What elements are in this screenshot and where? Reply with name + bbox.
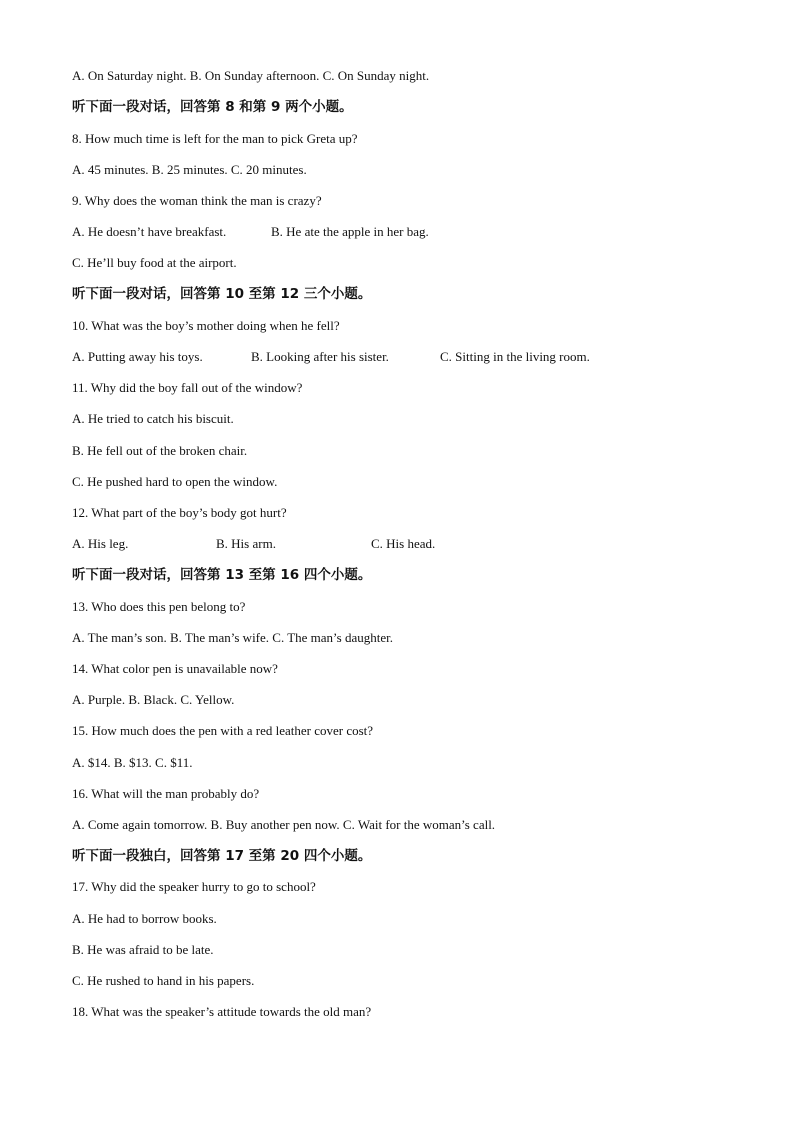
options-text: A. The man’s son. B. The man’s wife. C. The man’s daughter.	[72, 630, 393, 645]
heading-text: 听下面一段对话，回答第 13 至第 16 四个小题。	[72, 567, 372, 583]
option-b: B. Looking after his sister.	[251, 349, 389, 364]
options-text: A. On Saturday night. B. On Sunday afternoon. C. On Sunday night.	[72, 68, 430, 83]
question-text: 15. How much does the pen with a red leather cover cost?	[72, 723, 374, 738]
options-text: A. Purple. B. Black. C. Yellow.	[72, 692, 235, 707]
question-text: 8. How much time is left for the man to pick Greta up?	[72, 131, 358, 146]
option-c: C. He rushed to hand in his papers.	[72, 973, 255, 988]
option-a: A. He doesn’t have breakfast.	[72, 224, 227, 239]
option-c: C. He pushed hard to open the window.	[72, 474, 278, 489]
options-text: A. $14. B. $13. C. $11.	[72, 755, 193, 770]
question-text: 12. What part of the boy’s body got hurt?	[72, 505, 287, 520]
question-text: 16. What will the man probably do?	[72, 786, 260, 801]
question-text: 14. What color pen is unavailable now?	[72, 661, 278, 676]
question-text: 10. What was the boy’s mother doing when he fell?	[72, 318, 340, 333]
option-c: C. He’ll buy food at the airport.	[72, 255, 237, 270]
options-text: A. Come again tomorrow. B. Buy another pen now. C. Wait for the woman’s call.	[72, 817, 496, 832]
question-text: 9. Why does the woman think the man is crazy?	[72, 193, 322, 208]
heading-text: 听下面一段对话，回答第 8 和第 9 两个小题。	[72, 99, 353, 115]
option-b: B. He ate the apple in her bag.	[271, 224, 429, 239]
option-b: B. He fell out of the broken chair.	[72, 443, 248, 458]
options-text: A. 45 minutes. B. 25 minutes. C. 20 minutes.	[72, 162, 307, 177]
option-c: C. His head.	[371, 536, 436, 551]
option-b: B. He was afraid to be late.	[72, 942, 214, 957]
heading-text: 听下面一段对话，回答第 10 至第 12 三个小题。	[72, 286, 372, 302]
question-text: 11. Why did the boy fall out of the window?	[72, 380, 303, 395]
option-a: A. Putting away his toys.	[72, 349, 203, 364]
option-c: C. Sitting in the living room.	[440, 349, 590, 364]
option-a: A. He tried to catch his biscuit.	[72, 411, 234, 426]
option-b: B. His arm.	[216, 536, 276, 551]
question-text: 13. Who does this pen belong to?	[72, 599, 246, 614]
option-a: A. His leg.	[72, 536, 129, 551]
option-a: A. He had to borrow books.	[72, 911, 217, 926]
heading-text: 听下面一段独白，回答第 17 至第 20 四个小题。	[72, 848, 372, 864]
question-text: 18. What was the speaker’s attitude towards the old man?	[72, 1004, 372, 1019]
question-text: 17. Why did the speaker hurry to go to school?	[72, 879, 316, 894]
